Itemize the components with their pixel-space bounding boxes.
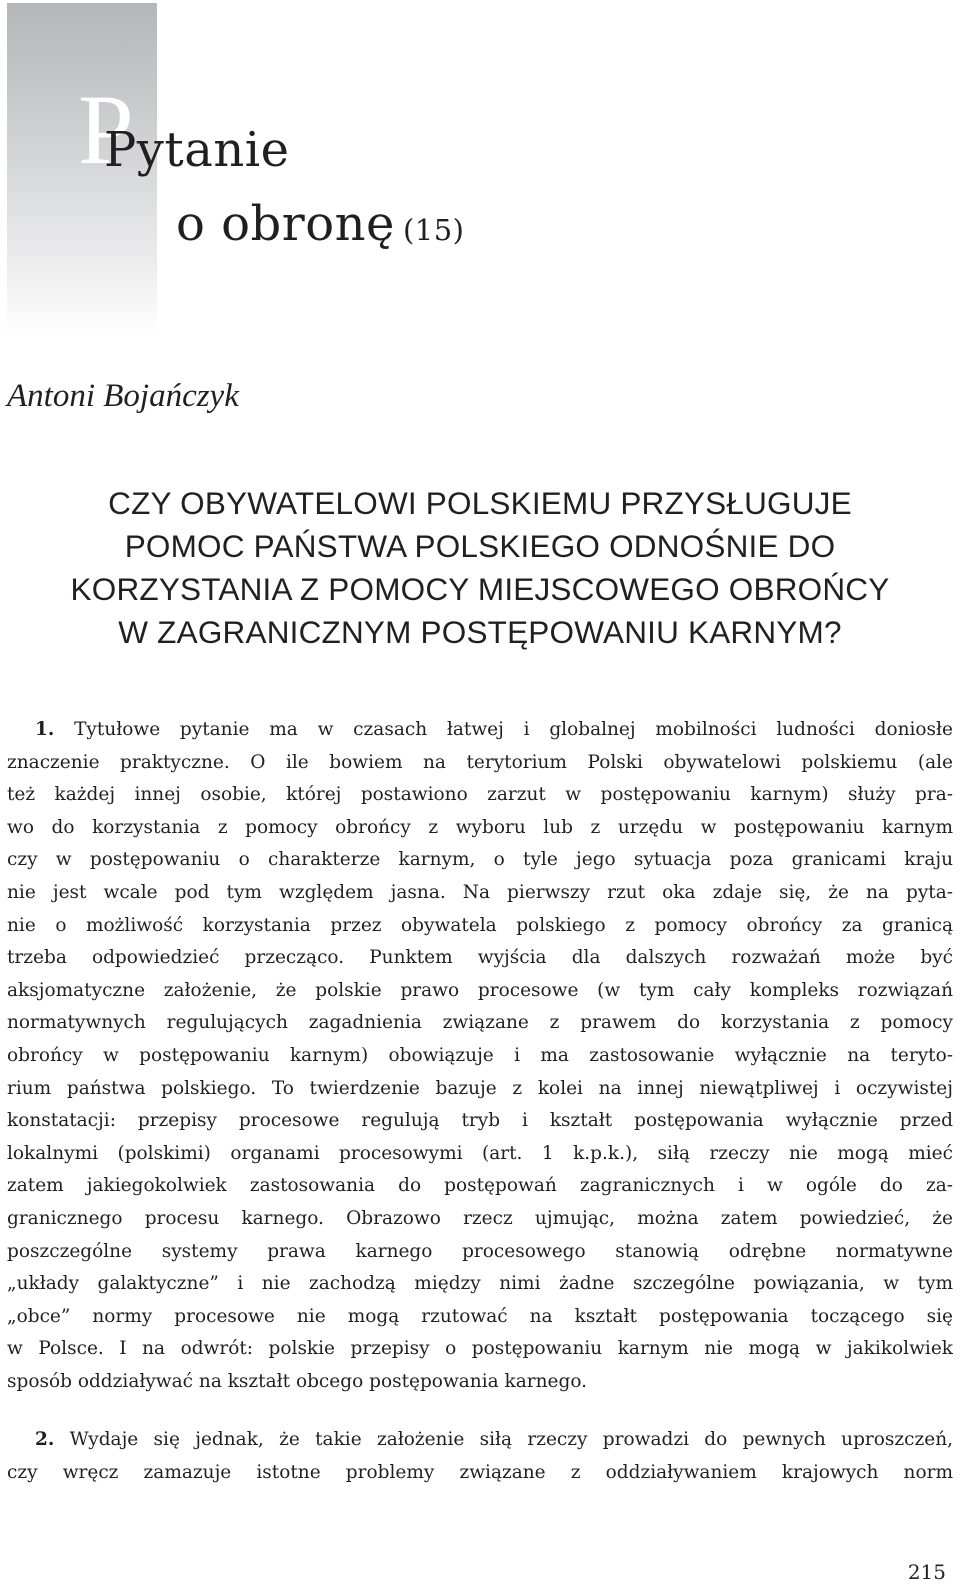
body-text (7, 714, 953, 1490)
chapter-question-heading (7, 482, 953, 654)
paragraph-line: nie o możliwość korzystania przez obywatela polskiego z pomocy obrońcy za granicą (7, 914, 953, 936)
paragraph-first-line: Wydaje się jednak, że takie założenie siłą rzeczy prowadzi do pewnych uproszczeń, (54, 1429, 953, 1451)
question-line: CZY OBYWATELOWI POLSKIEMU PRZYSŁUGUJE (108, 485, 852, 521)
question-line: POMOC PAŃSTWA POLSKIEGO ODNOŚNIE DO (124, 528, 836, 564)
author-name: Antoni Bojańczyk (7, 378, 239, 414)
paragraph-first-line: Tytułowe pytanie ma w czasach łatwej i globalnej mobilności ludności doniosłe (54, 719, 953, 740)
page-number: 215 (907, 1560, 946, 1584)
paragraph-line: znaczenie praktyczne. O ile bowiem na terytorium Polski obywatelowi polskiemu (ale (7, 751, 953, 773)
chapter-title-line2 (176, 196, 465, 252)
question-line: KORZYSTANIA Z POMOCY MIEJSCOWEGO OBROŃCY (70, 571, 890, 607)
paragraph-2 (7, 1424, 953, 1489)
paragraph-line: konstatacji: przepisy procesowe regulują tryb i kształt postępowania wyłącznie przed (7, 1110, 953, 1132)
paragraph-line: lokalnymi (polskimi) organami procesowymi (art. 1 k.p.k.), siłą rzeczy nie mogą mieć (7, 1142, 953, 1164)
paragraph-number: 1. (35, 719, 55, 740)
paragraph-line: normatywnych regulujących zagadnienia związane z prawem do korzystania z pomocy (7, 1012, 953, 1034)
paragraph-1 (7, 714, 953, 1398)
paragraph-line: „obce” normy procesowe nie mogą rzutować na kształt postępowania toczącego się (7, 1305, 953, 1327)
chapter-title-text: o obronę (176, 196, 395, 252)
paragraph-line: czy w postępowaniu o charakterze karnym, o tyle jego sytuacja poza granicami kraju (7, 849, 953, 871)
paragraph-line: też każdej innej osobie, której postawiono zarzut w postępowaniu karnym) służy pra- (7, 784, 953, 806)
paragraph-line: nie jest wcale pod tym względem jasna. Na pierwszy rzut oka zdaje się, że na pyta- (7, 881, 953, 903)
paragraph-spacer (7, 1398, 953, 1424)
paragraph-line (7, 1424, 953, 1457)
paragraph-line: trzeba odpowiedzieć przecząco. Punktem wyjścia dla dalszych rozważań może być (7, 947, 953, 969)
paragraph-line: czy wręcz zamazuje istotne problemy związane z oddziaływaniem krajowych norm (7, 1462, 953, 1484)
paragraph-line: zatem jakiegokolwiek zastosowania do postępowań zagranicznych i w ogóle do za- (7, 1175, 953, 1197)
paragraph-line: wo do korzystania z pomocy obrońcy z wyboru lub z urzędu w postępowaniu karnym (7, 816, 953, 838)
paragraph-line: rium państwa polskiego. To twierdzenie bazuje z kolei na innej niewątpliwej i oczywistej (7, 1077, 953, 1099)
chapter-title-line1: Pytanie (104, 122, 290, 178)
chapter-initial-letter: P (78, 74, 134, 185)
paragraph-line: poszczególne systemy prawa karnego procesowego stanowią odrębne normatywne (7, 1240, 953, 1262)
chapter-number: (15) (402, 213, 465, 247)
paragraph-line: „układy galaktyczne” i nie zachodzą między nimi żadne szczególne powiązania, w tym (7, 1273, 953, 1295)
paragraph-line: w Polsce. I na odwrót: polskie przepisy o postępowaniu karnym nie mogą w jakikolwiek (7, 1338, 953, 1360)
paragraph-number: 2. (35, 1429, 55, 1451)
question-line: W ZAGRANICZNYM POSTĘPOWANIU KARNYM? (118, 614, 842, 650)
paragraph-line: granicznego procesu karnego. Obrazowo rzecz ujmując, można zatem powiedzieć, że (7, 1207, 953, 1229)
paragraph-line: aksjomatyczne założenie, że polskie prawo procesowe (w tym cały kompleks rozwiązań (7, 979, 953, 1001)
paragraph-line: obrońcy w postępowaniu karnym) obowiązuje i ma zastosowanie wyłącznie na teryto- (7, 1044, 953, 1066)
paragraph-line (7, 714, 953, 747)
paragraph-line: sposób oddziaływać na kształt obcego postępowania karnego. (7, 1370, 588, 1392)
